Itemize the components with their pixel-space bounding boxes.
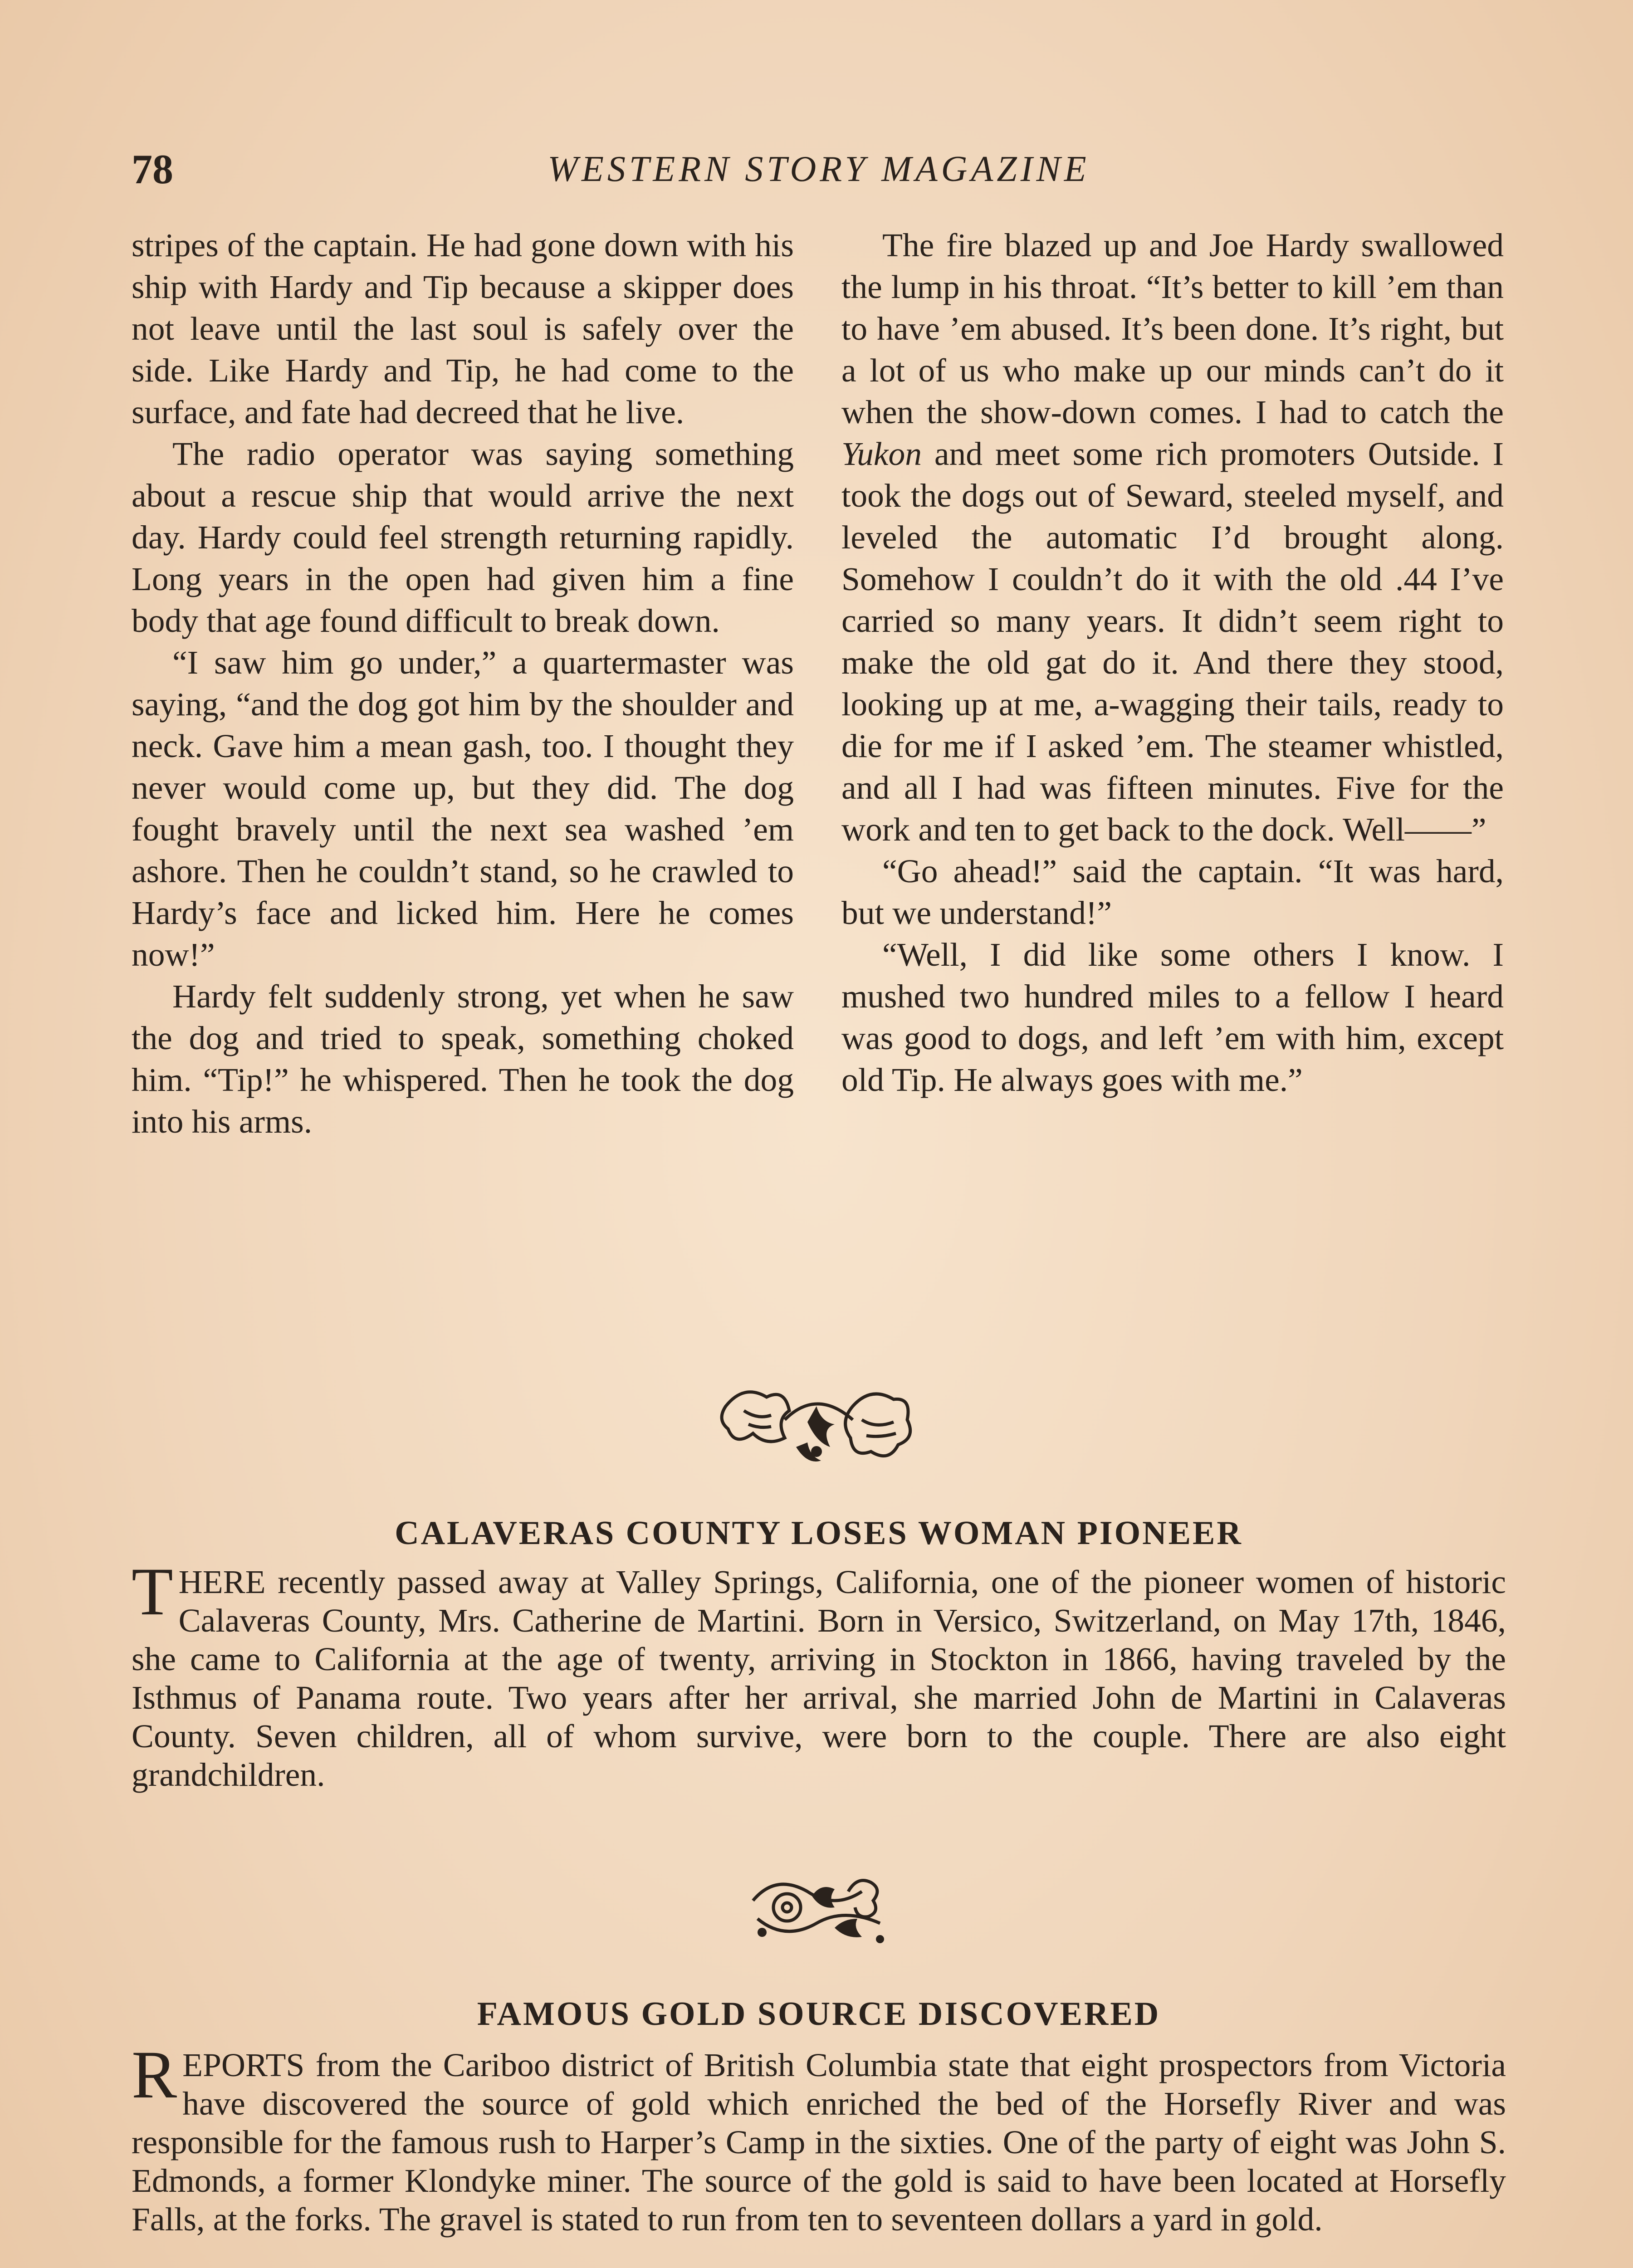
story-paragraph: The fire blazed up and Joe Hardy swallowed the lump in his throat. “It’s better to kill ’em than to have ’em abused. It’s been done. It’s right, but a lot of us who make up our minds can’t do it when the show-down comes. I had to catch the Yukon and meet some rich promoters Outside. I took the dogs out of Seward, steeled myself, and leveled the automatic I’d brought along. Somehow I couldn’t do it with the old .44 I’ve carried so many years. It didn’t seem right to make the old gat do it. And there they stood, looking up at me, a-wagging their tails, ready to die for me if I asked ’em. The steamer whistled, and all I had was fifteen minutes. Five for the work and ten to get back to the dock. Well——” xyxy=(841,227,1504,848)
magazine-title: WESTERN STORY MAGAZINE xyxy=(548,149,1090,189)
drop-cap: T xyxy=(132,1554,173,1629)
page-header xyxy=(132,144,1506,194)
story-right-column xyxy=(841,225,1504,1101)
story-paragraph: “I saw him go under,” a quartermaster was saying, “and the dog got him by the shoulder and neck. Gave him a mean gash, too. I thought they never would come up, but they did. The dog fought bravely until the next sea washed ’em ashore. Then he couldn’t stand, so he crawled to Hardy’s face and licked him. Here he comes now!” xyxy=(132,644,794,973)
page-number: 78 xyxy=(132,146,173,192)
article-body: REPORTS from the Cariboo district of British Columbia state that eight prospectors from Victoria have discovered the source of gold which enriched the bed of the Horsefly River and was responsible for the famous rush to Harper’s Camp in the sixties. One of the party of eight was John S. Edmonds, a former Klondyke miner. The source of the gold is said to have been located at Horsefly Falls, at the forks. The gravel is stated to run from ten to seventeen dollars a yard in gold. xyxy=(132,2037,1506,2238)
article-headline: FAMOUS GOLD SOURCE DISCOVERED xyxy=(477,1995,1161,2033)
article-body: THERE recently passed away at Valley Springs, California, one of the pioneer women of historic Calaveras County, Mrs. Catherine de Martini. Born in Versico, Switzerland, on May 17th, 1846, she came to California at the age of twenty, arriving in Stockton in 1866, having traveled by the Isthmus of Panama route. Two years after her arrival, she married John de Martini in Calaveras County. Seven children, all of whom survive, were born to the couple. There are also eight grandchildren. xyxy=(132,1554,1506,1793)
story-paragraph: stripes of the captain. He had gone down with his ship with Hardy and Tip because a skipper does not leave until the last soul is safely over the side. Like Hardy and Tip, he had come to the surface, and fate had decreed that he live. xyxy=(132,227,794,430)
article-headline: CALAVERAS COUNTY LOSES WOMAN PIONEER xyxy=(395,1515,1243,1552)
flower-vine-ornament xyxy=(744,1864,894,1950)
story-paragraph: Hardy felt suddenly strong, yet when he saw the dog and tried to speak, something choked him. “Tip!” he whispered. Then he took the dog into his arms. xyxy=(132,978,794,1140)
story-paragraph: The radio operator was saying something about a rescue ship that would arrive the next day. Hardy could feel strength returning rapidly. Long years in the open had given him a fine body that age found difficult to break down. xyxy=(132,435,794,639)
drop-cap: R xyxy=(132,2037,177,2112)
leaf-vine-ornament xyxy=(717,1379,916,1470)
story-paragraph: “Go ahead!” said the captain. “It was hard, but we understand!” xyxy=(841,853,1504,931)
story-left-column xyxy=(132,225,794,1143)
ship-name: Yukon xyxy=(841,435,922,472)
story-paragraph: “Well, I did like some others I know. I mushed two hundred miles to a fellow I heard was good to dogs, and left ’em with him, except old Tip. He always goes with me.” xyxy=(841,936,1504,1098)
